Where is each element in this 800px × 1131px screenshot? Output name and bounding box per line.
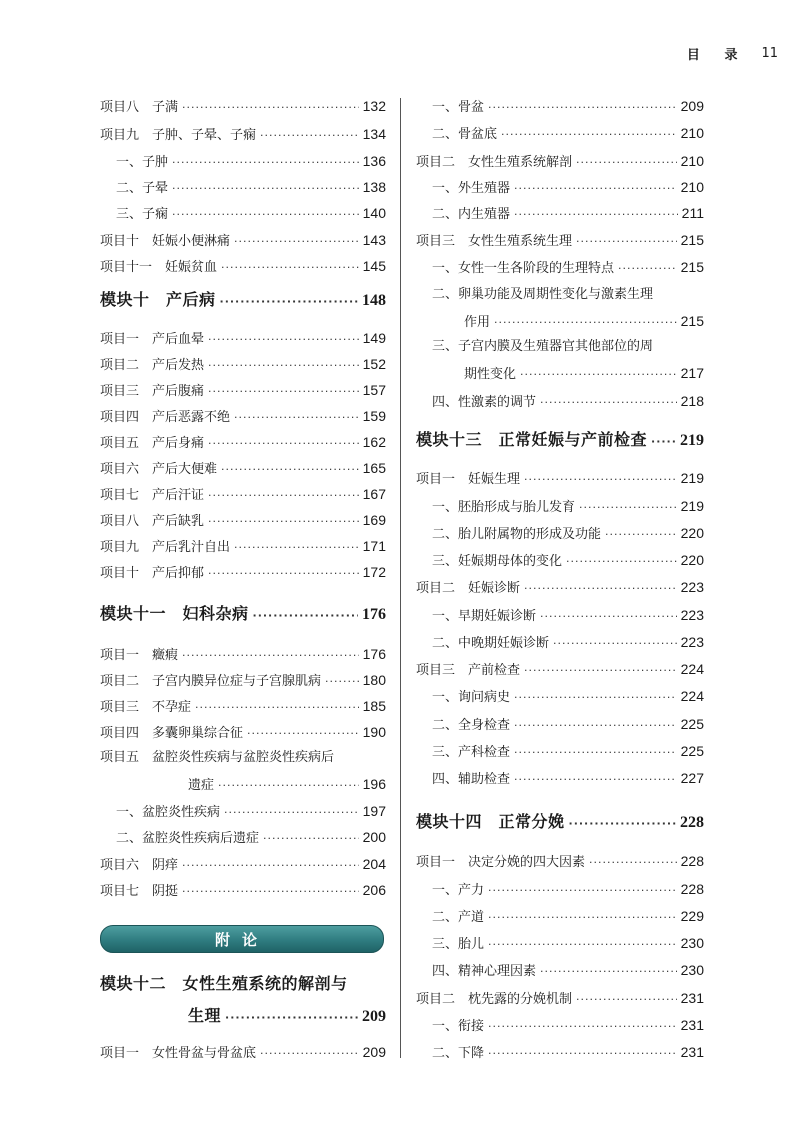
toc-leader-dots [208,564,359,584]
toc-entry-page: 185 [362,698,386,714]
toc-entry-label: 模块十 产后病 [100,290,216,309]
toc-entry [416,311,704,333]
toc-entry [416,741,704,763]
toc-leader-dots [195,698,359,718]
toc-entry [416,605,704,627]
toc-entry-label: 一、产力 [432,883,485,898]
toc-leader-dots [263,829,359,849]
toc-entry-page: 167 [362,486,386,502]
toc-entry-page: 229 [680,908,704,924]
toc-entry [100,774,386,796]
column-divider [400,98,401,1058]
toc-entry [100,696,386,718]
toc-leader-dots [260,1044,359,1064]
toc-leader-dots [605,525,677,545]
toc-leader-dots [651,432,676,452]
toc-entry-label: 作用 [464,315,491,330]
toc-leader-dots [221,460,359,480]
toc-leader-dots [172,153,359,173]
toc-entry-page: 171 [362,538,386,554]
toc-entry-label: 项目一 女性骨盆与骨盆底 [100,1046,257,1061]
toc-entry-page: 231 [680,1044,704,1060]
toc-entry [416,496,704,518]
toc-leader-dots [182,98,359,118]
toc-entry-page: 180 [362,672,386,688]
toc-entry-page: 218 [680,393,704,409]
toc-entry [416,933,704,955]
toc-leader-dots [524,579,677,599]
toc-entry [100,854,386,876]
toc-leader-dots [208,512,359,532]
appendix-banner [100,925,384,953]
toc-entry-page: 224 [680,661,704,677]
toc-entry [100,748,386,768]
toc-leader-dots [514,716,677,736]
toc-entry-label: 二、产道 [432,910,485,925]
toc-entry [416,988,704,1010]
toc-entry-label: 三、子宫内膜及生殖器官其他部位的周 [432,339,654,354]
toc-leader-dots [488,881,677,901]
toc-leader-dots [514,179,677,199]
toc-entry [100,722,386,744]
toc-leader-dots [208,434,359,454]
toc-entry-label: 项目二 子宫内膜异位症与子宫腺肌病 [100,674,322,689]
toc-leader-dots [225,1008,358,1028]
toc-entry-page: 172 [362,564,386,580]
toc-leader-dots [234,408,359,428]
toc-entry-page: 215 [680,313,704,329]
toc-entry-label: 二、全身检查 [432,718,511,733]
toc-entry-label: 项目十一 妊娠贫血 [100,260,218,275]
toc-entry-label: 项目二 枕先露的分娩机制 [416,992,573,1007]
toc-leader-dots [182,646,359,666]
toc-entry-label: 项目二 产后发热 [100,358,205,373]
toc-entry-label: 一、外生殖器 [432,181,511,196]
toc-entry-label: 二、盆腔炎性疾病后遗症 [116,831,260,846]
toc-leader-dots [182,856,359,876]
toc-entry-label: 四、辅助检查 [432,772,511,787]
toc-entry-label: 生理 [188,1006,222,1025]
toc-entry-page: 230 [680,935,704,951]
toc-entry [416,285,704,305]
toc-entry-page: 224 [680,688,704,704]
toc-entry-label: 项目二 妊娠诊断 [416,581,521,596]
toc-entry-page: 149 [362,330,386,346]
toc-entry-page: 225 [680,743,704,759]
toc-entry [100,510,386,532]
toc-entry-page: 176 [362,646,386,662]
toc-entry-label: 二、胎儿附属物的形成及功能 [432,527,602,542]
toc-entry-page: 143 [362,232,386,248]
toc-entry-label: 项目四 产后恶露不绝 [100,410,231,425]
toc-leader-dots [221,258,359,278]
toc-entry-page: 220 [680,552,704,568]
toc-entry [416,523,704,545]
toc-entry [416,960,704,982]
page-header [687,44,778,63]
toc-entry-label: 三、子痫 [116,207,169,222]
toc-entry-page: 209 [680,98,704,114]
toc-leader-dots [488,98,677,118]
toc-entry [100,562,386,584]
toc-leader-dots [208,330,359,350]
toc-entry-page: 138 [362,179,386,195]
toc-module-entry [100,290,386,312]
toc-module-entry [416,812,704,834]
toc-entry-label: 项目六 产后大便难 [100,462,218,477]
toc-entry-label: 项目一 癥瘕 [100,648,179,663]
toc-entry [100,328,386,350]
toc-entry-label: 二、下降 [432,1046,485,1061]
toc-entry [100,1042,386,1064]
toc-entry [100,256,386,278]
toc-entry-label: 项目一 决定分娩的四大因素 [416,855,586,870]
toc-entry-page: 225 [680,716,704,732]
toc-entry-page: 223 [680,579,704,595]
toc-entry-page: 159 [362,408,386,424]
toc-leader-dots [325,672,359,692]
toc-leader-dots [576,232,677,252]
toc-entry-page: 176 [362,606,386,623]
toc-entry-label: 二、内生殖器 [432,207,511,222]
toc-leader-dots [569,814,676,834]
toc-entry-label: 三、妊娠期母体的变化 [432,554,563,569]
toc-entry-label: 项目五 盆腔炎性疾病与盆腔炎性疾病后 [100,750,335,765]
toc-entry-page: 228 [680,881,704,897]
toc-entry-page: 210 [680,179,704,195]
toc-entry-page: 132 [362,98,386,114]
toc-leader-dots [234,538,359,558]
toc-entry [100,380,386,402]
toc-entry-page: 217 [680,365,704,381]
toc-entry-page: 211 [681,205,704,221]
toc-entry [416,906,704,928]
toc-leader-dots [247,724,359,744]
toc-entry [416,1015,704,1037]
toc-entry-label: 四、精神心理因素 [432,964,537,979]
toc-leader-dots [589,853,677,873]
toc-entry [100,536,386,558]
toc-leader-dots [224,803,359,823]
toc-entry-page: 223 [680,634,704,650]
toc-entry-label: 项目一 产后血晕 [100,332,205,347]
toc-leader-dots [524,661,677,681]
toc-leader-dots [208,486,359,506]
toc-entry-page: 228 [680,814,704,831]
toc-entry [416,123,704,145]
toc-entry [100,458,386,480]
toc-entry-label: 一、胚胎形成与胎儿发育 [432,500,576,515]
toc-entry-page: 209 [362,1044,386,1060]
toc-entry-label: 项目六 阴痒 [100,858,179,873]
toc-leader-dots [182,882,359,902]
toc-entry-page: 197 [362,803,386,819]
toc-leader-dots [488,908,677,928]
toc-entry-label: 二、中晚期妊娠诊断 [432,636,550,651]
toc-entry [416,550,704,572]
toc-leader-dots [494,313,677,333]
toc-leader-dots [514,205,678,225]
toc-entry-page: 223 [680,607,704,623]
toc-entry [100,203,386,225]
toc-entry-page: 169 [362,512,386,528]
toc-entry [416,1042,704,1064]
toc-entry-page: 231 [680,990,704,1006]
toc-entry-page: 140 [362,205,386,221]
toc-entry [100,484,386,506]
toc-leader-dots [579,498,677,518]
toc-entry [416,879,704,901]
toc-entry-page: 200 [362,829,386,845]
toc-entry [100,151,386,173]
toc-entry-label: 一、骨盆 [432,100,485,115]
toc-leader-dots [220,292,358,312]
toc-leader-dots [514,743,677,763]
toc-entry [416,714,704,736]
toc-entry-page: 215 [680,232,704,248]
toc-entry-label: 三、产科检查 [432,745,511,760]
toc-leader-dots [488,1044,677,1064]
toc-entry-label: 期性变化 [464,367,517,382]
toc-entry [416,468,704,490]
toc-leader-dots [540,393,677,413]
toc-entry-page: 219 [680,432,704,449]
toc-entry-page: 204 [362,856,386,872]
toc-leader-dots [172,205,359,225]
toc-entry-page: 134 [362,126,386,142]
toc-entry-label: 三、胎儿 [432,937,485,952]
toc-entry-label: 项目三 产前检查 [416,663,521,678]
toc-entry-page: 210 [680,125,704,141]
toc-leader-dots [514,688,677,708]
toc-entry [416,686,704,708]
toc-entry-label: 一、询问病史 [432,690,511,705]
toc-entry-label: 一、盆腔炎性疾病 [116,805,221,820]
toc-entry-label: 项目十 产后抑郁 [100,566,205,581]
toc-leader-dots [488,1017,677,1037]
toc-module-entry [100,604,386,626]
toc-entry-page: 231 [680,1017,704,1033]
toc-entry [416,632,704,654]
toc-entry-label: 二、子晕 [116,181,169,196]
toc-leader-dots [553,634,677,654]
toc-leader-dots [501,125,677,145]
toc-entry [100,801,386,823]
toc-entry-label: 项目三 产后腹痛 [100,384,205,399]
toc-entry-label: 四、性激素的调节 [432,395,537,410]
toc-leader-dots [488,935,677,955]
toc-entry [100,406,386,428]
toc-entry-label: 项目四 多囊卵巢综合征 [100,726,244,741]
toc-leader-dots [540,607,677,627]
toc-entry-label: 二、骨盆底 [432,127,498,142]
toc-entry [100,354,386,376]
toc-leader-dots [208,356,359,376]
toc-entry-label: 项目九 子肿、子晕、子痫 [100,128,257,143]
toc-entry-page: 196 [362,776,386,792]
toc-entry-label: 模块十四 正常分娩 [416,812,565,831]
toc-leader-dots [253,606,358,626]
toc-entry [100,880,386,902]
toc-entry-page: 210 [680,153,704,169]
toc-leader-dots [618,259,677,279]
toc-leader-dots [218,776,359,796]
header-page-number: 11 [761,46,778,61]
toc-entry [416,337,704,357]
toc-entry [100,670,386,692]
toc-entry [416,768,704,790]
toc-entry-label: 遗症 [188,778,215,793]
toc-entry [416,230,704,252]
toc-entry-label: 一、衔接 [432,1019,485,1034]
toc-entry-page: 152 [362,356,386,372]
toc-entry [416,391,704,413]
toc-leader-dots [514,770,677,790]
toc-entry-label: 项目七 阴挺 [100,884,179,899]
toc-entry-label: 项目三 不孕症 [100,700,192,715]
toc-entry [416,151,704,173]
toc-leader-dots [520,365,677,385]
toc-entry-label: 项目三 女性生殖系统生理 [416,234,573,249]
toc-entry-page: 230 [680,962,704,978]
toc-leader-dots [208,382,359,402]
toc-entry [416,659,704,681]
toc-entry-label: 项目五 产后身痛 [100,436,205,451]
toc-entry-label: 项目二 女性生殖系统解剖 [416,155,573,170]
toc-entry-page: 228 [680,853,704,869]
appendix-banner-label: 附论 [214,930,269,949]
toc-entry-page: 165 [362,460,386,476]
header-title: 目 录 [686,48,748,63]
toc-leader-dots [524,470,677,490]
toc-module-entry [100,1006,386,1028]
toc-entry-label: 一、子肿 [116,155,169,170]
toc-entry [100,230,386,252]
toc-entry-page: 148 [362,292,386,309]
toc-entry [416,851,704,873]
toc-entry [416,577,704,599]
toc-entry [100,827,386,849]
toc-entry-page: 219 [680,470,704,486]
toc-entry [416,363,704,385]
toc-entry-label: 模块十一 妇科杂病 [100,604,249,623]
toc-entry-page: 227 [680,770,704,786]
toc-entry-label: 一、早期妊娠诊断 [432,609,537,624]
toc-entry [100,177,386,199]
toc-leader-dots [260,126,359,146]
toc-entry [416,177,704,199]
toc-entry-label: 项目九 产后乳汁自出 [100,540,231,555]
toc-entry [100,124,386,146]
toc-entry-page: 136 [362,153,386,169]
toc-entry-label: 模块十二 女性生殖系统的解剖与 [100,974,348,993]
toc-entry-page: 209 [362,1008,386,1025]
toc-leader-dots [566,552,677,572]
toc-leader-dots [172,179,359,199]
toc-entry [100,432,386,454]
toc-entry [416,203,704,225]
toc-module-entry [100,974,386,994]
toc-entry-label: 项目十 妊娠小便淋痛 [100,234,231,249]
toc-entry-page: 215 [680,259,704,275]
toc-entry-page: 206 [362,882,386,898]
toc-entry [100,96,386,118]
toc-leader-dots [234,232,359,252]
toc-entry-label: 模块十三 正常妊娠与产前检查 [416,430,648,449]
toc-entry-label: 项目七 产后汗证 [100,488,205,503]
toc-entry-page: 162 [362,434,386,450]
toc-leader-dots [576,153,677,173]
toc-entry-label: 二、卵巢功能及周期性变化与激素生理 [432,287,654,302]
toc-entry [416,96,704,118]
toc-entry-page: 190 [362,724,386,740]
toc-module-entry [416,430,704,452]
toc-entry-label: 项目八 子满 [100,100,179,115]
toc-entry [100,644,386,666]
toc-entry-label: 项目八 产后缺乳 [100,514,205,529]
toc-entry-page: 219 [680,498,704,514]
toc-entry-label: 一、女性一生各阶段的生理特点 [432,261,615,276]
toc-entry-page: 220 [680,525,704,541]
toc-entry-page: 157 [362,382,386,398]
toc-entry [416,257,704,279]
toc-leader-dots [576,990,677,1010]
toc-entry-page: 145 [362,258,386,274]
toc-entry-label: 项目一 妊娠生理 [416,472,521,487]
toc-leader-dots [540,962,677,982]
